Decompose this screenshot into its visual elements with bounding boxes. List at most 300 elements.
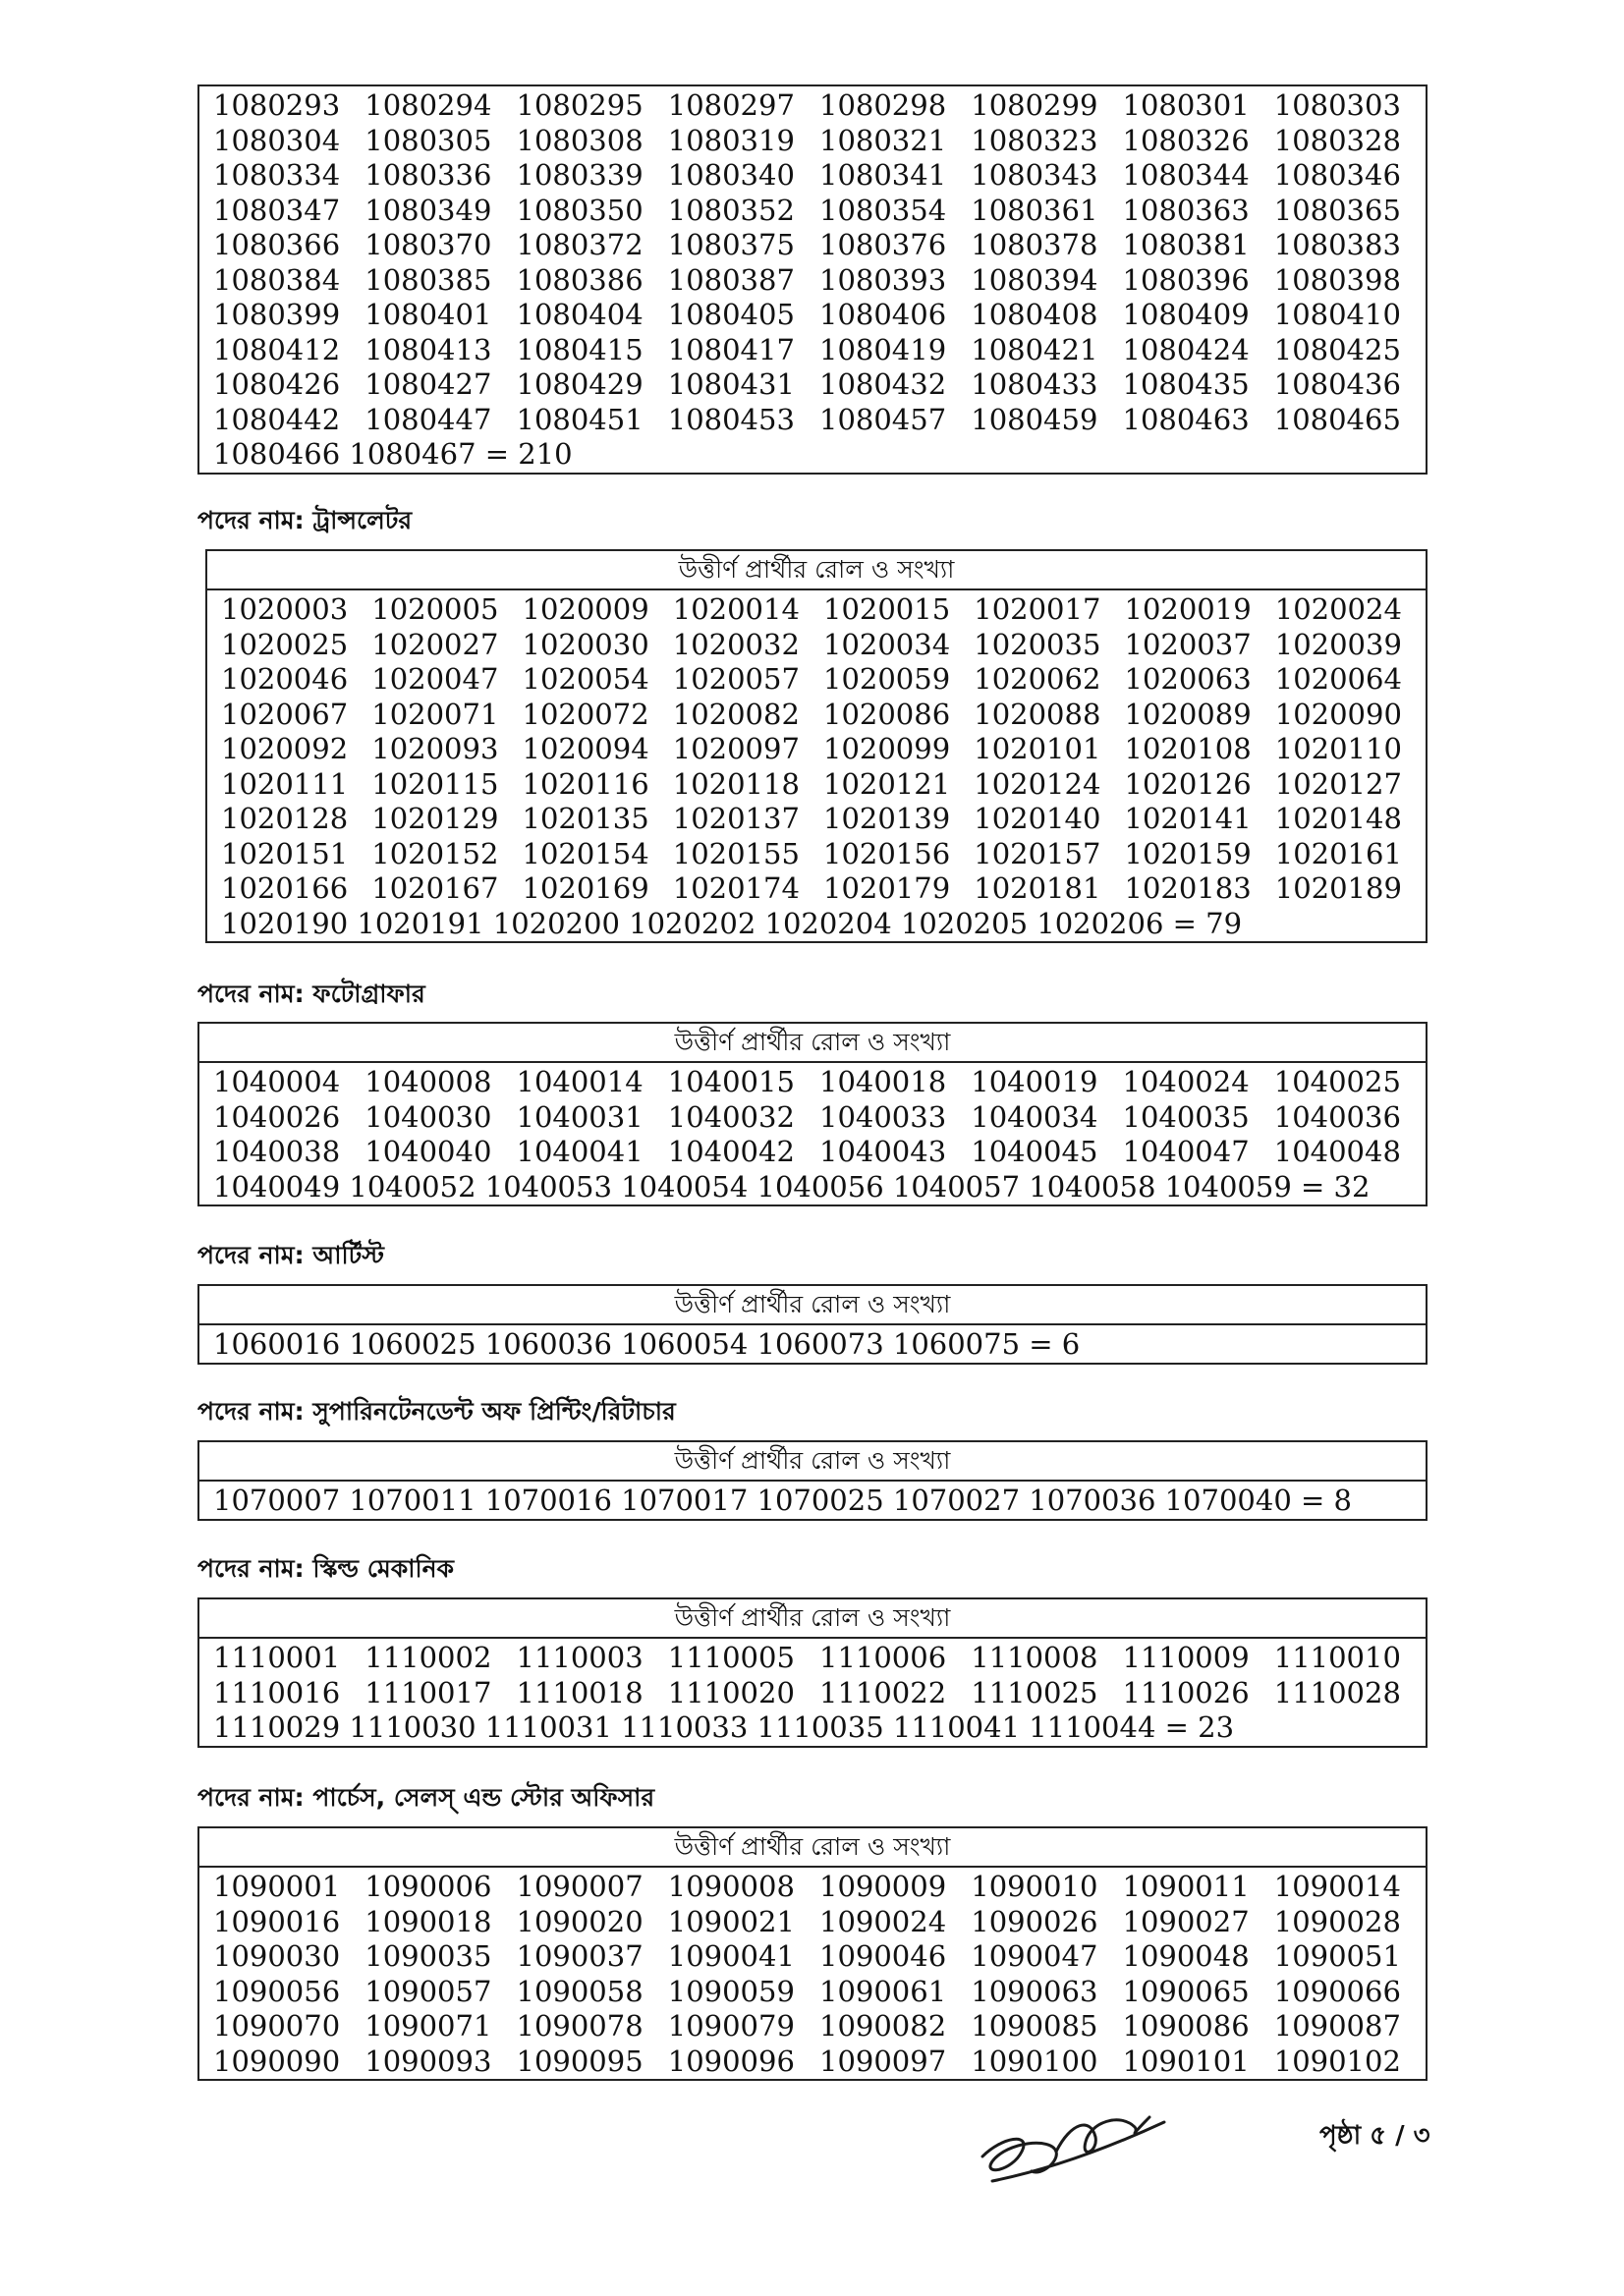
roll-number: 1090027 — [1122, 1904, 1250, 1938]
roll-number: 1110028 — [1273, 1675, 1401, 1709]
roll-number: 1020111 — [221, 766, 349, 801]
roll-number: 1080349 — [364, 193, 492, 227]
roll-number: 1040024 — [1122, 1065, 1250, 1098]
roll-number: 1080343 — [971, 158, 1098, 192]
roll-row-total — [213, 1327, 1426, 1363]
roll-number: 1020090 — [1274, 697, 1402, 731]
roll-number: 1080413 — [364, 332, 492, 366]
roll-number: 1090093 — [364, 2044, 492, 2078]
roll-number: 1110010 — [1273, 1641, 1401, 1674]
roll-row-total — [213, 1170, 1426, 1205]
roll-number: 1040045 — [971, 1135, 1098, 1168]
roll-number: 1090065 — [1122, 1974, 1250, 2008]
roll-number: 1080457 — [819, 402, 947, 436]
roll-number: 1080409 — [1122, 298, 1250, 331]
roll-number: 1080436 — [1273, 367, 1401, 401]
roll-number: 1080378 — [971, 228, 1098, 261]
roll-table-purchase-officer — [197, 1826, 1428, 2081]
roll-number: 1090021 — [667, 1904, 795, 1938]
roll-number: 1080463 — [1122, 402, 1250, 436]
roll-number: 1020092 — [221, 732, 349, 765]
roll-rows — [199, 1063, 1426, 1204]
roll-row-total — [213, 1484, 1426, 1519]
roll-number: 1080417 — [667, 332, 795, 366]
roll-row — [213, 1100, 1426, 1136]
roll-row-total — [213, 437, 1426, 473]
roll-row — [221, 662, 1426, 698]
roll-number: 1020072 — [522, 697, 649, 731]
roll-number: 1020005 — [371, 592, 499, 626]
roll-number: 1020039 — [1274, 627, 1402, 661]
roll-number: 1020141 — [1124, 802, 1252, 835]
roll-number: 1090018 — [364, 1904, 492, 1938]
roll-number: 1020179 — [823, 871, 951, 905]
roll-number: 1080415 — [516, 332, 644, 366]
roll-number: 1080354 — [819, 193, 947, 227]
roll-number: 1080386 — [516, 262, 644, 297]
table-header: উত্তীর্ণ প্রার্থীর রোল ও সংখ্যা — [199, 1024, 1426, 1063]
roll-row — [221, 802, 1426, 837]
roll-number: 1110016 — [213, 1675, 341, 1709]
roll-row — [213, 1870, 1426, 1905]
roll-number: 1020151 — [221, 836, 349, 870]
roll-number: 1020093 — [371, 732, 499, 765]
roll-number: 1090061 — [819, 1974, 947, 2008]
roll-row — [221, 837, 1426, 872]
roll-number: 1040004 — [213, 1065, 341, 1098]
roll-number: 1080421 — [971, 332, 1098, 366]
roll-number: 1020129 — [371, 802, 499, 835]
roll-row — [221, 871, 1426, 907]
roll-row — [213, 1641, 1426, 1676]
roll-number: 1080394 — [971, 262, 1098, 297]
roll-table-skilled-mechanic — [197, 1597, 1428, 1748]
roll-number: 1110025 — [971, 1675, 1098, 1709]
roll-number: 1080425 — [1273, 332, 1401, 366]
roll-number: 1080419 — [819, 332, 947, 366]
roll-number: 1080435 — [1122, 367, 1250, 401]
roll-number: 1080326 — [1122, 123, 1250, 157]
roll-number: 1040041 — [516, 1135, 644, 1168]
roll-number: 1020035 — [974, 627, 1101, 661]
roll-row — [221, 732, 1426, 767]
table-header: উত্তীর্ণ প্রার্থীর রোল ও সংখ্যা — [199, 1442, 1426, 1482]
roll-number: 1020189 — [1274, 871, 1402, 905]
roll-number: 1020124 — [974, 766, 1101, 801]
roll-number: 1090090 — [213, 2044, 341, 2078]
roll-number: 1090087 — [1273, 2009, 1401, 2043]
post-title-translator: পদের নাম: ট্রান্সলেটর — [197, 506, 413, 534]
roll-number: 1090024 — [819, 1904, 947, 1938]
roll-number: 1090035 — [364, 1939, 492, 1973]
roll-number: 1090009 — [819, 1870, 947, 1903]
roll-number: 1040034 — [971, 1099, 1098, 1134]
roll-number: 1040018 — [819, 1065, 947, 1098]
roll-number: 1080346 — [1273, 158, 1401, 192]
roll-number: 1020017 — [974, 592, 1101, 626]
roll-row — [221, 592, 1426, 628]
roll-number: 1090026 — [971, 1904, 1098, 1938]
roll-number: 1080372 — [516, 228, 644, 261]
roll-number: 1080429 — [516, 367, 644, 401]
roll-number: 1020140 — [974, 802, 1101, 835]
roll-number: 1020118 — [672, 766, 800, 801]
roll-row — [221, 628, 1426, 663]
roll-number: 1090056 — [213, 1974, 341, 2008]
roll-number: 1090014 — [1273, 1870, 1401, 1903]
page-number: পৃষ্ঠা ৫ / ৩ — [1319, 2121, 1430, 2151]
roll-number: 1090102 — [1273, 2044, 1401, 2078]
roll-number: 1110001 — [213, 1641, 341, 1674]
roll-number: 1080298 — [819, 88, 947, 122]
roll-number: 1110018 — [516, 1675, 644, 1709]
roll-number: 1090059 — [667, 1974, 795, 2008]
roll-number: 1090078 — [516, 2009, 644, 2043]
roll-number: 1080334 — [213, 158, 341, 192]
roll-number: 1020071 — [371, 697, 499, 731]
roll-number: 1090070 — [213, 2009, 341, 2043]
roll-number: 1040014 — [516, 1065, 644, 1098]
roll-number: 1020154 — [522, 836, 649, 870]
roll-number: 1080297 — [667, 88, 795, 122]
roll-number: 1080301 — [1122, 88, 1250, 122]
roll-number: 1080431 — [667, 367, 795, 401]
roll-number: 1020086 — [823, 697, 951, 731]
roll-number: 1090100 — [971, 2044, 1098, 2078]
roll-number: 1080347 — [213, 193, 341, 227]
roll-row — [213, 1135, 1426, 1170]
roll-number: 1040030 — [364, 1099, 492, 1134]
roll-number: 1080401 — [364, 298, 492, 331]
roll-number: 1080295 — [516, 88, 644, 122]
roll-number: 1080375 — [667, 228, 795, 261]
roll-table-artist — [197, 1284, 1428, 1365]
roll-number: 1080363 — [1122, 193, 1250, 227]
roll-number: 1040040 — [364, 1135, 492, 1168]
roll-number: 1080426 — [213, 367, 341, 401]
roll-number: 1020059 — [823, 662, 951, 696]
roll-number: 1020128 — [221, 802, 349, 835]
roll-number: 1080451 — [516, 402, 644, 436]
roll-row — [213, 124, 1426, 159]
roll-number: 1020167 — [371, 871, 499, 905]
roll-number: 1040015 — [667, 1065, 795, 1098]
table-header: উত্তীর্ণ প্রার্থীর রোল ও সংখ্যা — [207, 551, 1426, 590]
post-title-superintendent: পদের নাম: সুপারিনটেনডেন্ট অফ প্রিন্টিং/রিটাচার — [197, 1397, 676, 1426]
roll-number: 1080412 — [213, 332, 341, 366]
roll-number: 1040031 — [516, 1099, 644, 1134]
roll-number: 1110017 — [364, 1675, 492, 1709]
roll-number: 1080340 — [667, 158, 795, 192]
roll-row — [213, 194, 1426, 229]
roll-number: 1020099 — [823, 732, 951, 765]
roll-number: 1080319 — [667, 123, 795, 157]
roll-row — [221, 767, 1426, 803]
roll-number: 1090048 — [1122, 1939, 1250, 1973]
roll-number: 1080424 — [1122, 332, 1250, 366]
roll-number: 1090011 — [1122, 1870, 1250, 1903]
roll-number: 1090041 — [667, 1939, 795, 1973]
post-title-photographer: পদের নাম: ফটোগ্রাফার — [197, 980, 425, 1008]
roll-number: 1090006 — [364, 1870, 492, 1903]
roll-number: 1110005 — [667, 1641, 795, 1674]
post-title-artist: পদের নাম: আর্টিস্ট — [197, 1241, 384, 1269]
roll-number: 1020009 — [522, 592, 649, 626]
roll-number: 1020097 — [672, 732, 800, 765]
roll-table-superintendent — [197, 1440, 1428, 1521]
roll-number: 1080384 — [213, 262, 341, 297]
roll-number: 1020014 — [672, 592, 800, 626]
post-title-skilled-mechanic: পদের নাম: স্কিল্ড মেকানিক — [197, 1554, 455, 1583]
signature-icon — [963, 2083, 1179, 2191]
roll-number: 1040026 — [213, 1099, 341, 1134]
table-header: উত্তীর্ণ প্রার্থীর রোল ও সংখ্যা — [199, 1286, 1426, 1325]
roll-number: 1080321 — [819, 123, 947, 157]
roll-number: 1020054 — [522, 662, 649, 696]
roll-number: 1110008 — [971, 1641, 1098, 1674]
roll-number: 1090063 — [971, 1974, 1098, 2008]
roll-number: 1020148 — [1274, 802, 1402, 835]
roll-rows — [199, 1639, 1426, 1746]
roll-number: 1080404 — [516, 298, 644, 331]
roll-number: 1090096 — [667, 2044, 795, 2078]
roll-number: 1040008 — [364, 1065, 492, 1098]
roll-number: 1110006 — [819, 1641, 947, 1674]
roll-number: 1080385 — [364, 262, 492, 297]
roll-row — [213, 1676, 1426, 1711]
roll-number: 1020115 — [371, 766, 499, 801]
roll-number: 1080350 — [516, 193, 644, 227]
roll-number: 1020169 — [522, 871, 649, 905]
roll-number: 1090058 — [516, 1974, 644, 2008]
roll-rows — [199, 1325, 1426, 1363]
roll-number: 1040048 — [1273, 1135, 1401, 1168]
roll-numbers-with-total: 1060016 1060025 1060036 1060054 1060073 1060075 = 6 — [213, 1327, 1081, 1361]
roll-number: 1090082 — [819, 2009, 947, 2043]
roll-number: 1080361 — [971, 193, 1098, 227]
roll-number: 1020183 — [1124, 871, 1252, 905]
roll-number: 1080341 — [819, 158, 947, 192]
roll-number: 1080442 — [213, 402, 341, 436]
roll-number: 1090095 — [516, 2044, 644, 2078]
roll-number: 1080396 — [1122, 262, 1250, 297]
roll-number: 1080376 — [819, 228, 947, 261]
roll-number: 1090001 — [213, 1870, 341, 1903]
roll-number: 1020161 — [1274, 836, 1402, 870]
roll-number: 1020030 — [522, 627, 649, 661]
roll-numbers-with-total: 1080466 1080467 = 210 — [213, 437, 573, 471]
roll-number: 1080328 — [1273, 123, 1401, 157]
roll-number: 1090008 — [667, 1870, 795, 1903]
roll-number: 1090030 — [213, 1939, 341, 1973]
roll-rows — [207, 590, 1426, 941]
roll-number: 1080383 — [1273, 228, 1401, 261]
roll-number: 1080433 — [971, 367, 1098, 401]
roll-row — [213, 1905, 1426, 1940]
roll-number: 1080323 — [971, 123, 1098, 157]
roll-number: 1080447 — [364, 402, 492, 436]
roll-number: 1040042 — [667, 1135, 795, 1168]
roll-number: 1090007 — [516, 1870, 644, 1903]
roll-number: 1020174 — [672, 871, 800, 905]
roll-number: 1020155 — [672, 836, 800, 870]
roll-number: 1020019 — [1124, 592, 1252, 626]
roll-number: 1020067 — [221, 697, 349, 731]
roll-number: 1040038 — [213, 1135, 341, 1168]
roll-number: 1080465 — [1273, 402, 1401, 436]
roll-number: 1080399 — [213, 298, 341, 331]
roll-number: 1020082 — [672, 697, 800, 731]
roll-number: 1020063 — [1124, 662, 1252, 696]
roll-number: 1080406 — [819, 298, 947, 331]
roll-number: 1090028 — [1273, 1904, 1401, 1938]
roll-number: 1090020 — [516, 1904, 644, 1938]
roll-table-photographer — [197, 1022, 1428, 1206]
roll-number: 1090010 — [971, 1870, 1098, 1903]
roll-number: 1040036 — [1273, 1099, 1401, 1134]
roll-row-total — [213, 1710, 1426, 1746]
roll-number: 1080293 — [213, 88, 341, 122]
roll-number: 1090085 — [971, 2009, 1098, 2043]
roll-number: 1020137 — [672, 802, 800, 835]
roll-number: 1020027 — [371, 627, 499, 661]
roll-number: 1020152 — [371, 836, 499, 870]
roll-number: 1020046 — [221, 662, 349, 696]
roll-number: 1080405 — [667, 298, 795, 331]
roll-numbers-with-total: 1020190 1020191 1020200 1020202 1020204 1020205 1020206 = 79 — [221, 906, 1243, 940]
roll-number: 1080344 — [1122, 158, 1250, 192]
roll-row — [213, 263, 1426, 299]
roll-number: 1020110 — [1274, 732, 1402, 765]
roll-row — [221, 698, 1426, 733]
roll-number: 1020034 — [823, 627, 951, 661]
roll-number: 1080304 — [213, 123, 341, 157]
roll-number: 1040047 — [1122, 1135, 1250, 1168]
roll-number: 1080308 — [516, 123, 644, 157]
roll-row — [213, 1939, 1426, 1975]
roll-number: 1020127 — [1274, 766, 1402, 801]
post-title-purchase-officer: পদের নাম: পার্চেস, সেলস্ এন্ড স্টোর অফিসার — [197, 1783, 655, 1812]
roll-number: 1090046 — [819, 1939, 947, 1973]
roll-number: 1080427 — [364, 367, 492, 401]
roll-number: 1020166 — [221, 871, 349, 905]
roll-number: 1090097 — [819, 2044, 947, 2078]
roll-row — [213, 2009, 1426, 2044]
roll-number: 1020156 — [823, 836, 951, 870]
roll-number: 1110009 — [1122, 1641, 1250, 1674]
roll-number: 1080432 — [819, 367, 947, 401]
roll-rows — [199, 1482, 1426, 1519]
roll-number: 1020015 — [823, 592, 951, 626]
roll-number: 1080410 — [1273, 298, 1401, 331]
roll-number: 1020135 — [522, 802, 649, 835]
roll-number: 1080303 — [1273, 88, 1401, 122]
roll-number: 1020126 — [1124, 766, 1252, 801]
roll-row — [213, 1065, 1426, 1100]
roll-number: 1110026 — [1122, 1675, 1250, 1709]
roll-number: 1020047 — [371, 662, 499, 696]
roll-number: 1020089 — [1124, 697, 1252, 731]
roll-number: 1020088 — [974, 697, 1101, 731]
roll-numbers-with-total: 1070007 1070011 1070016 1070017 1070025 1070027 1070036 1070040 = 8 — [213, 1484, 1352, 1517]
roll-number: 1080453 — [667, 402, 795, 436]
roll-number: 1040035 — [1122, 1099, 1250, 1134]
table-header: উত্তীর্ণ প্রার্থীর রোল ও সংখ্যা — [199, 1599, 1426, 1639]
roll-number: 1090086 — [1122, 2009, 1250, 2043]
roll-number: 1020003 — [221, 592, 349, 626]
roll-number: 1020062 — [974, 662, 1101, 696]
roll-number: 1020057 — [672, 662, 800, 696]
roll-number: 1090071 — [364, 2009, 492, 2043]
roll-row — [213, 158, 1426, 194]
roll-number: 1020025 — [221, 627, 349, 661]
roll-table-continued — [197, 84, 1428, 475]
roll-number: 1080408 — [971, 298, 1098, 331]
roll-number: 1020024 — [1274, 592, 1402, 626]
roll-numbers-with-total: 1040049 1040052 1040053 1040054 1040056 1040057 1040058 1040059 = 32 — [213, 1169, 1371, 1204]
roll-number: 1020116 — [522, 766, 649, 801]
roll-number: 1020101 — [974, 732, 1101, 765]
roll-row — [213, 1975, 1426, 2010]
roll-number: 1080370 — [364, 228, 492, 261]
roll-number: 1080352 — [667, 193, 795, 227]
roll-number: 1020159 — [1124, 836, 1252, 870]
roll-number: 1110003 — [516, 1641, 644, 1674]
roll-number: 1110020 — [667, 1675, 795, 1709]
roll-number: 1040025 — [1273, 1065, 1401, 1098]
roll-number: 1080365 — [1273, 193, 1401, 227]
roll-number: 1080305 — [364, 123, 492, 157]
roll-number: 1020108 — [1124, 732, 1252, 765]
roll-row — [213, 403, 1426, 438]
roll-number: 1090066 — [1273, 1974, 1401, 2008]
roll-number: 1020139 — [823, 802, 951, 835]
roll-number: 1080393 — [819, 262, 947, 297]
roll-rows — [199, 1868, 1426, 2079]
roll-number: 1090057 — [364, 1974, 492, 2008]
roll-number: 1080336 — [364, 158, 492, 192]
roll-number: 1040043 — [819, 1135, 947, 1168]
roll-numbers-with-total: 1110029 1110030 1110031 1110033 1110035 1110041 1110044 = 23 — [213, 1710, 1235, 1744]
roll-number: 1080459 — [971, 402, 1098, 436]
roll-number: 1040032 — [667, 1099, 795, 1134]
roll-row — [213, 298, 1426, 333]
roll-number: 1020181 — [974, 871, 1101, 905]
roll-number: 1020064 — [1274, 662, 1402, 696]
roll-number: 1090079 — [667, 2009, 795, 2043]
roll-number: 1110022 — [819, 1675, 947, 1709]
roll-number: 1020032 — [672, 627, 800, 661]
roll-number: 1080339 — [516, 158, 644, 192]
roll-number: 1090101 — [1122, 2044, 1250, 2078]
roll-row — [213, 2044, 1426, 2080]
roll-number: 1080366 — [213, 228, 341, 261]
roll-number: 1090016 — [213, 1904, 341, 1938]
table-header: উত্তীর্ণ প্রার্থীর রোল ও সংখ্যা — [199, 1828, 1426, 1868]
roll-number: 1020121 — [823, 766, 951, 801]
roll-number: 1040033 — [819, 1099, 947, 1134]
roll-rows — [199, 86, 1426, 473]
roll-number: 1080294 — [364, 88, 492, 122]
roll-row — [213, 228, 1426, 263]
roll-number: 1080299 — [971, 88, 1098, 122]
roll-number: 1020094 — [522, 732, 649, 765]
roll-number: 1090037 — [516, 1939, 644, 1973]
roll-number: 1020157 — [974, 836, 1101, 870]
roll-number: 1020037 — [1124, 627, 1252, 661]
roll-number: 1080398 — [1273, 262, 1401, 297]
roll-row — [213, 88, 1426, 124]
